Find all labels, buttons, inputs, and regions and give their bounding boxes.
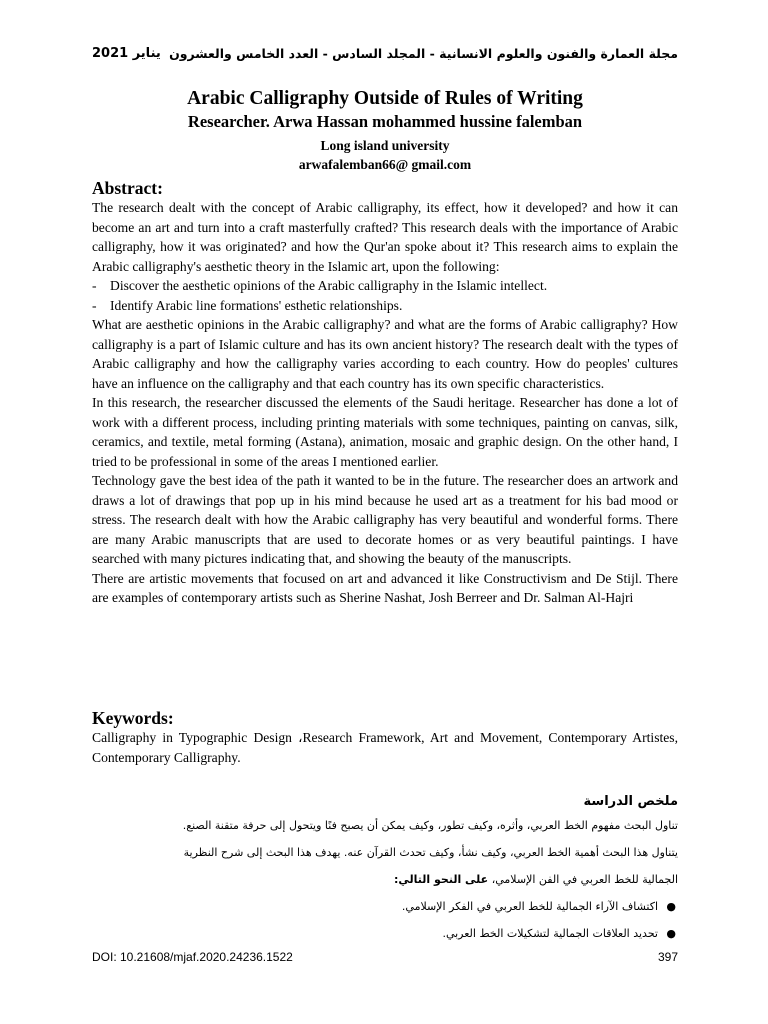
bullet-icon: ● — [666, 927, 676, 940]
abstract-paragraph: Technology gave the best idea of the path it wanted to be in the future. The researcher does an artwork and draws a lot of drawings that pop up in his mind because he used art as a treatment for his bad mood or stress. The research dealt with how the Arabic calligraphy has very beautiful and wonderful forms. There are many Arabic manuscripts that are used to decorate homes or as very beautiful paintings. I have searched with many pictures indicating that, and showing the beauty of the manuscripts. — [92, 473, 678, 566]
arabic-list-item — [92, 893, 676, 920]
arabic-line: تناول البحث مفهوم الخط العربي، وأثره، وكيف تطور، وكيف يمكن أن يصبح فنًا ويتحول إلى حرفة متقنة الصنع. — [182, 819, 678, 832]
abstract-heading: Abstract: — [92, 178, 163, 198]
abstract-list-item: - Discover the aesthetic opinions of the Arabic calligraphy in the Islamic intellect. — [92, 278, 548, 293]
journal-name: مجلة العمارة والفنون والعلوم الانسانية - المجلد السادس - العدد الخامس والعشرون — [169, 46, 678, 61]
abstract-paragraph: What are aesthetic opinions in the Arabic calligraphy? and what are the forms of Arabic calligraphy? How calligraphy is a part of Islamic culture and has its own ancient history? The research dealt with the types of Arabic calligraphy and how the calligraphy varies according to each country. How do peoples' cultures have an influence on the calligraphy and that each country has its own specific characteristics. — [92, 317, 678, 391]
arabic-list-item — [92, 920, 676, 947]
arabic-summary-body — [92, 812, 678, 947]
author-name: Researcher. Arwa Hassan mohammed hussine falemban — [187, 112, 583, 131]
bullet-icon: ● — [666, 900, 676, 913]
abstract-paragraph: In this research, the researcher discussed the elements of the Saudi heritage. Researcher has done a lot of work with a different process, including printing materials with some techniques, painting on canvas, silk, ceramics, and textile, metal forming (Astana), animation, mosaic and graphic design. On the other hand, I tried to be professional in some of the areas I mentioned earlier. — [92, 395, 678, 469]
keywords-heading: Keywords: — [92, 708, 174, 728]
arabic-item-text: تحديد العلاقات الجمالية لتشكيلات الخط العربي. — [442, 927, 658, 940]
abstract-item-text: Identify Arabic line formations' esthetic relationships. — [110, 297, 403, 313]
abstract-item-text: Discover the aesthetic opinions of the Arabic calligraphy in the Islamic intellect. — [110, 278, 548, 293]
author-email: arwafalemban66@ gmail.com — [298, 157, 472, 172]
abstract-body — [92, 198, 678, 608]
paper-title: Arabic Calligraphy Outside of Rules of Writing — [187, 88, 583, 109]
arabic-line: يتناول هذا البحث أهمية الخط العربي، وكيف نشأ، وكيف تحدث القرآن عنه. يهدف هذا البحث إلى شرح النظرية — [183, 846, 678, 859]
arabic-line — [92, 866, 678, 893]
doi: DOI: 10.21608/mjaf.2020.24236.1522 — [92, 950, 293, 964]
abstract-intro: The research dealt with the concept of Arabic calligraphy, its effect, how it developed? and how it can become an art and turn into a craft masterfully crafted? This research deals with the importance of Arabic calligraphy, how it was originated? and how the Qur'an spoke about it? This research aims to explain the Arabic calligraphy's aesthetic theory in the Islamic art, upon the following: — [92, 200, 678, 274]
arabic-line-prefix: الجمالية للخط العربي في الفن الإسلامي، — [491, 873, 678, 886]
title-block — [92, 86, 678, 174]
arabic-line-bold: على النحو التالي: — [394, 873, 489, 886]
affiliation: Long island university — [320, 138, 450, 153]
running-header — [92, 46, 678, 68]
page-number: 397 — [657, 950, 678, 964]
keywords-text: Calligraphy in Typographic Design ،Research Framework, Art and Movement, Contemporary Artistes, Contemporary Calligraphy. — [92, 730, 678, 765]
arabic-summary-heading: ملخص الدراسة — [583, 794, 678, 809]
page-footer — [92, 950, 678, 966]
arabic-item-text: اكتشاف الآراء الجمالية للخط العربي في الفكر الإسلامي. — [401, 900, 658, 913]
arabic-list — [92, 893, 678, 947]
issue-date: يناير 2021 — [92, 46, 161, 61]
abstract-paragraph: There are artistic movements that focused on art and advanced it like Constructivism and De Stijl. There are examples of contemporary artists such as Sherine Nashat, Josh Berreer and Dr. Salman Al-Hajri — [92, 570, 678, 605]
abstract-list-item: - Identify Arabic line formations' esthetic relationships. — [92, 297, 403, 313]
